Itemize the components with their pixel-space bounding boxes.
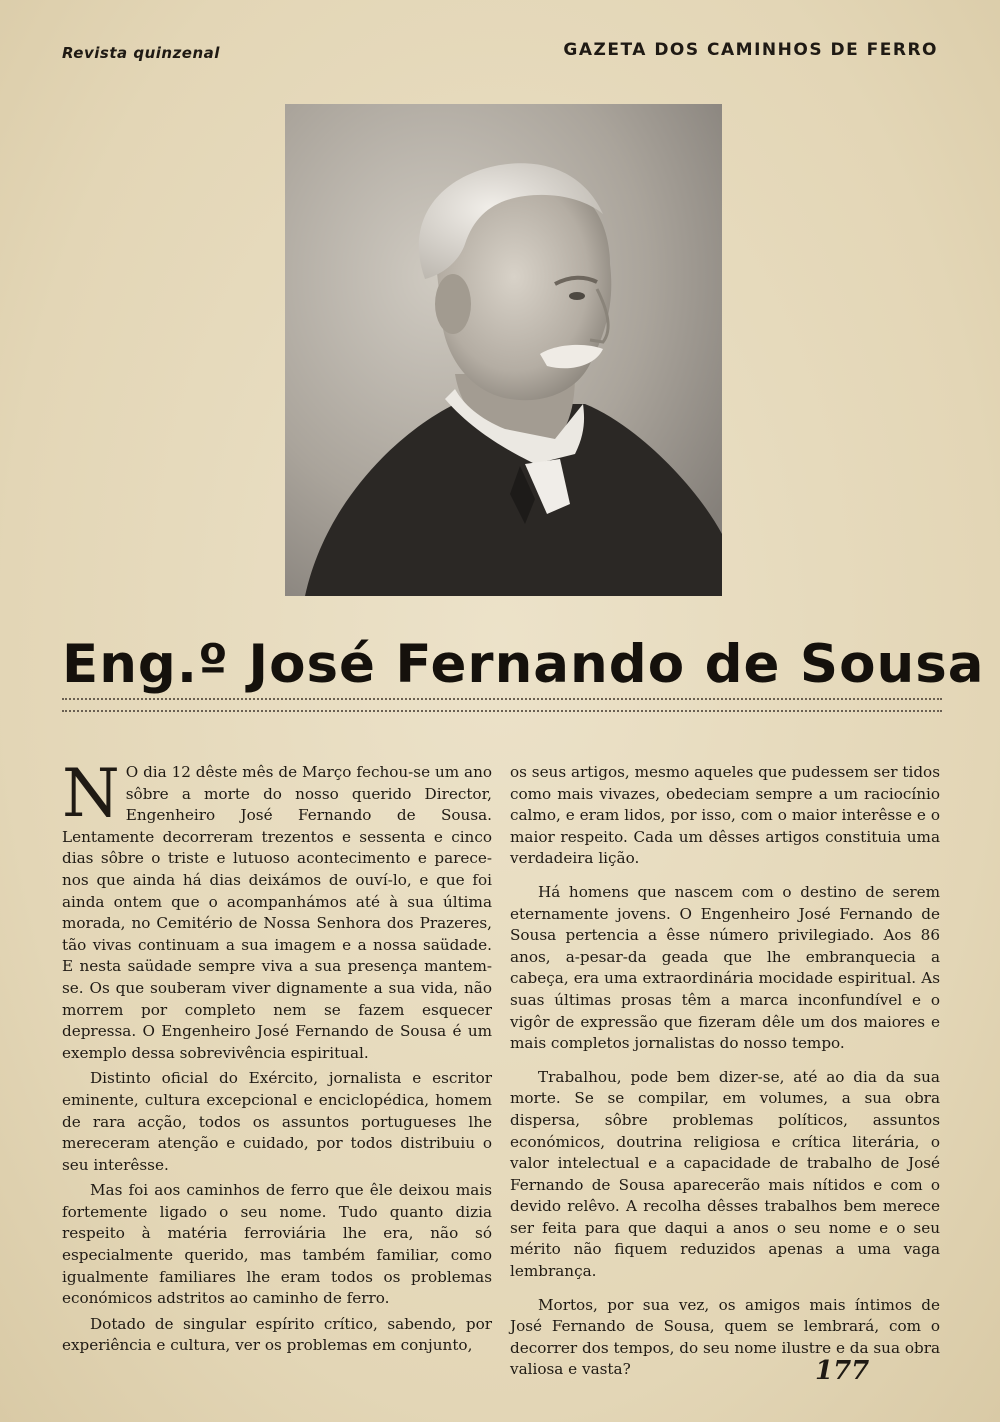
article-paragraph: Dotado de singular espírito crítico, sabendo, por experiência e cultura, ver os problemas em conjunto,: [62, 1314, 492, 1355]
article-paragraph: Mas foi aos caminhos de ferro que êle deixou mais fortemente ligado o seu nome. Tudo quanto dizia respeito à matéria ferroviária lhe era, não só especialmente querido, mas também familiar, como igualmente familiares lhe eram todos os problemas económicos adstritos ao caminho de ferro.: [62, 1181, 492, 1308]
article-column-right: [510, 762, 940, 1381]
paragraph-text: O dia 12 dêste mês de Março fechou-se um ano sôbre a morte do nosso querido Director, Engenheiro José Fernando de Sousa. Lentamente decorreram trezentos e sessenta e cinco dias sôbre o triste e lutuoso acontecimento e parece-nos que ainda há dias deixámos de ouví-lo, e que foi ainda ontem que o acompanhámos até à sua última morada, no Cemitério de Nossa Senhora dos Prazeres, tão vivas continuam a sua imagem e a nossa saüdade. E nesta saüdade sempre viva a sua presença mantem-se. Os que souberam viver dignamente a sua vida, não morrem por completo nem se fazem esquecer depressa. O Engenheiro José Fernando de Sousa é um exemplo dessa sobrevivência espiritual.: [62, 763, 492, 1062]
portrait-illustration: [285, 104, 722, 596]
running-header-right: GAZETA DOS CAMINHOS DE FERRO: [563, 40, 938, 60]
portrait-photo: [285, 104, 722, 596]
article-paragraph: Distinto oficial do Exército, jornalista e escritor eminente, cultura excepcional e enciclopédica, homem de rara acção, todos os assuntos portugueses lhe mereceram atenção e cuidado, por todos distribuiu o seu interêsse.: [62, 1069, 492, 1174]
article-title: Eng.º José Fernando de Sousa: [62, 634, 985, 695]
article-paragraph: os seus artigos, mesmo aqueles que pudessem ser tidos como mais vivazes, obedeciam sempre a um raciocínio calmo, e eram lidos, por isso, com o maior interêsse e o maior respeito. Cada um dêsses artigos constituia uma verdadeira lição.: [510, 763, 940, 868]
page-number: 177: [815, 1356, 870, 1386]
title-divider: [62, 698, 942, 712]
article-paragraph: Trabalhou, pode bem dizer-se, até ao dia da sua morte. Se se compilar, em volumes, a sua obra dispersa, sôbre problemas políticos, assuntos económicos, doutrina religiosa e crítica literária, o valor intelectual e a capacidade de trabalho de José Fernando de Sousa aparecerão mais nítidos e com o devido relêvo. A recolha dêsses trabalhos bem merece ser feita para que daqui a anos o seu nome e o seu mérito não fiquem reduzidos apenas a uma vaga lembrança.: [510, 1067, 940, 1281]
article-paragraph: [62, 755, 492, 1064]
article-paragraph: Há homens que nascem com o destino de serem eternamente jovens. O Engenheiro José Fernando de Sousa pertencia a êsse número privilegiado. Aos 86 anos, a-pesar-da geada que lhe embranquecia a cabeça, era uma extraordinária mocidade espiritual. As suas últimas prosas têm a marca inconfundível e o vigôr de expressão que fizeram dêle um dos maiores e mais completos jornalistas do nosso tempo.: [510, 882, 940, 1053]
article-paragraph: Mortos, por sua vez, os amigos mais íntimos de José Fernando de Sousa, quem se lembrará, com o decorrer dos tempos, do seu nome ilustre e da sua obra valiosa e vasta?: [510, 1295, 941, 1379]
article-column-left: [62, 755, 492, 1357]
drop-cap: N: [62, 755, 120, 832]
running-header-left: Revista quinzenal: [62, 44, 220, 62]
